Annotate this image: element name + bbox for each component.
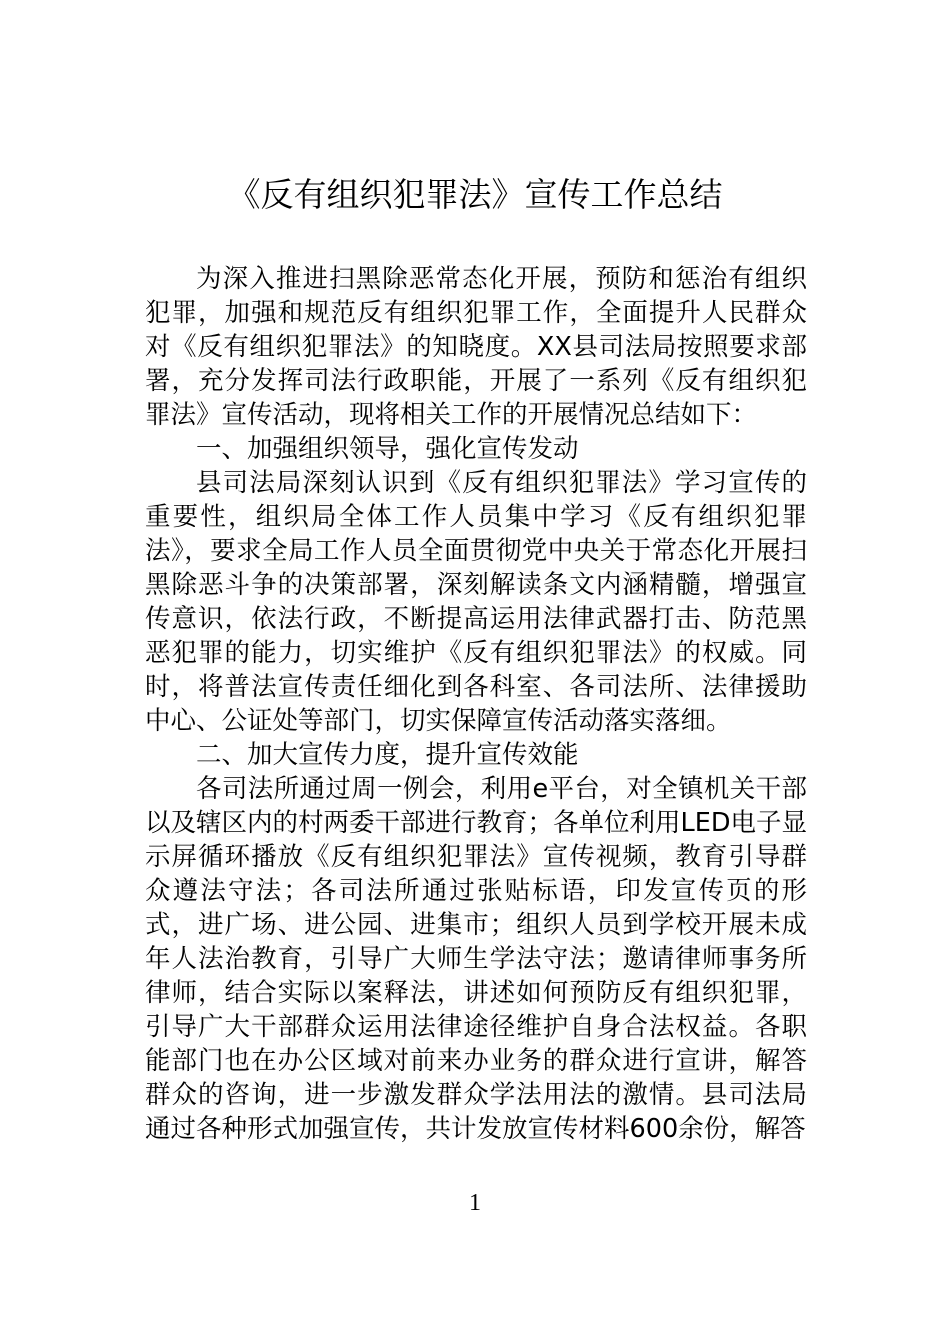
section-1-paragraph: 县司法局深刻认识到《反有组织犯罪法》学习宣传的重要性，组织局全体工作人员集中学习《反有组织犯罪法》，要求全局工作人员全面贯彻党中央关于常态化开展扫黑除恶斗争的决策部署，深刻解读条文内涵精髓，增强宣传意识，依法行政，不断提高运用法律武器打击、防范黑恶犯罪的能力，切实维护《反有组织犯罪法》的权威。同时，将普法宣传责任细化到各科室、各司法所、法律援助中心、公证处等部门，切实保障宣传活动落实落细。 [145, 468, 807, 736]
section-heading-1: 一、加强组织领导，强化宣传发动 [196, 434, 579, 464]
page-number: 1 [469, 1190, 481, 1216]
section-2-paragraph: 各司法所通过周一例会，利用e平台，对全镇机关干部以及辖区内的村两委干部进行教育；各单位利用LED电子显示屏循环播放《反有组织犯罪法》宣传视频，教育引导群众遵法守法；各司法所通过张贴标语，印发宣传页的形式，进广场、进公园、进集市；组织人员到学校开展未成年人法治教育，引导广大师生学法守法；邀请律师事务所律师，结合实际以案释法，讲述如何预防反有组织犯罪，引导广大干部群众运用法律途径维护自身合法权益。各职能部门也在办公区域对前来办业务的群众进行宣讲，解答群众的咨询，进一步激发群众学法用法的激情。县司法局通过各种形式加强宣传，共计发放宣传材料600余份，解答 [145, 774, 807, 1144]
intro-paragraph: 为深入推进扫黑除恶常态化开展，预防和惩治有组织犯罪，加强和规范反有组织犯罪工作，全面提升人民群众对《反有组织犯罪法》的知晓度。XX县司法局按照要求部署，充分发挥司法行政职能，开展了一系列《反有组织犯罪法》宣传活动，现将相关工作的开展情况总结如下： [145, 264, 807, 430]
document-title: 《反有组织犯罪法》宣传工作总结 [227, 175, 723, 214]
document-body [145, 262, 807, 1146]
section-heading-2: 二、加大宣传力度，提升宣传效能 [196, 740, 579, 770]
